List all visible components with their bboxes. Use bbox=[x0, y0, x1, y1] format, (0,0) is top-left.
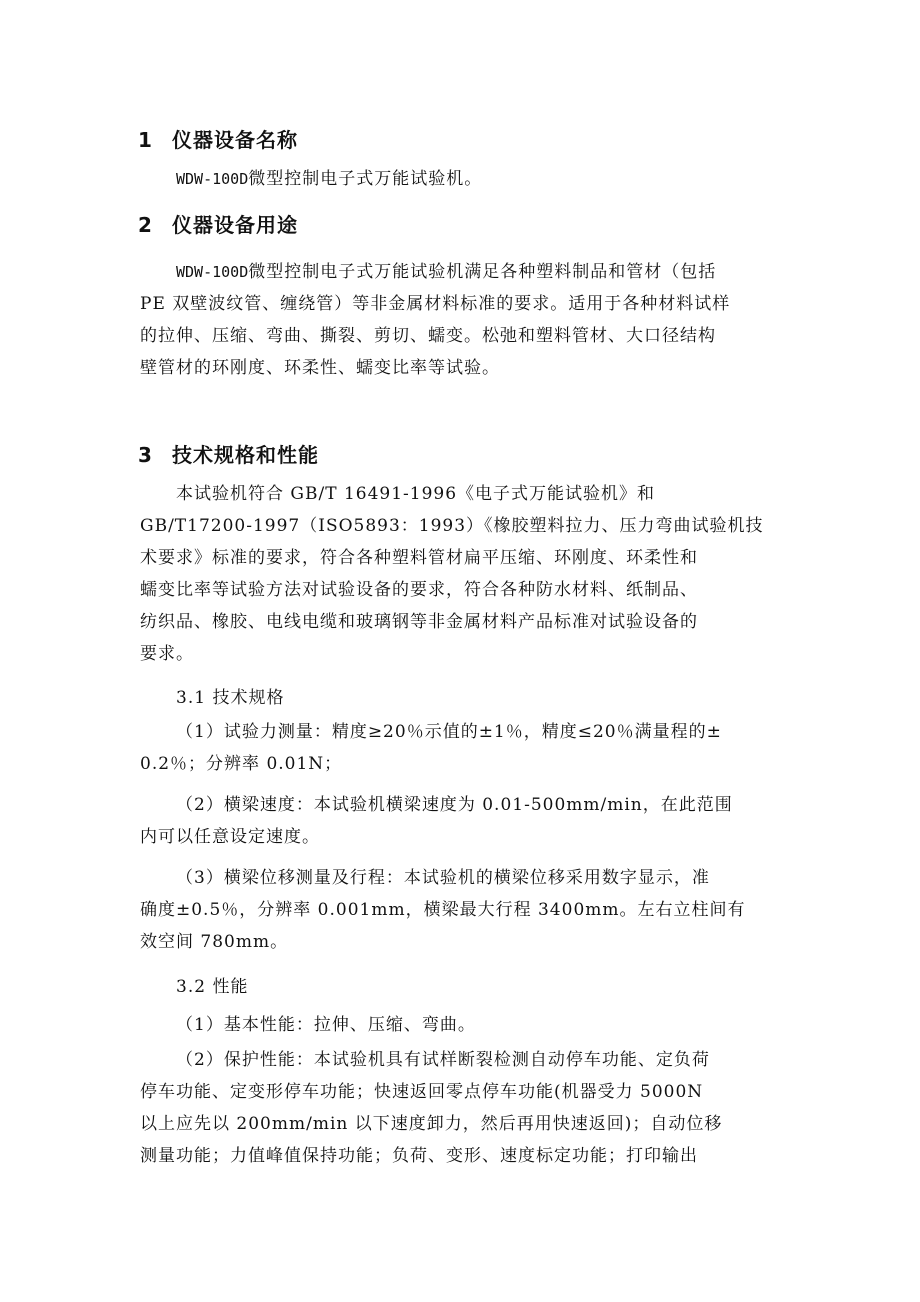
section-2-heading: 2 仪器设备用途 bbox=[138, 213, 298, 237]
perf-item-1: （1）基本性能：拉伸、压缩、弯曲。 bbox=[176, 1015, 476, 1035]
section-3-heading: 3 技术规格和性能 bbox=[138, 443, 319, 467]
paragraph-line: GB/T17200-1997（ISO5893：1993）《橡胶塑料拉力、压力弯曲试验机技 bbox=[140, 516, 764, 536]
paragraph-line: PE 双壁波纹管、缠绕管）等非金属材料标准的要求。适用于各种材料试样 bbox=[140, 294, 731, 314]
section-3-paragraph bbox=[140, 478, 780, 670]
spec-item-2: （2）横梁速度：本试验机横梁速度为 0.01-500mm/min，在此范围 内可以任意设定速度。 bbox=[140, 795, 733, 847]
subsection-3-2-heading: 3.2 性能 bbox=[176, 977, 249, 997]
section-2-paragraph: WDW-100D微型控制电子式万能试验机满足各种塑料制品和管材（包括 PE 双壁波纹管、缠绕管）等非金属材料标准的要求。适用于各种材料试样 的拉伸、压缩、弯曲、撕裂、剪切、蠕变。松弛和塑料管材、大口径结构 壁管材的环刚度、环柔性、蠕变比率等试验。 bbox=[140, 256, 780, 384]
section-1-text: WDW-100D微型控制电子式万能试验机。 bbox=[176, 169, 483, 189]
paragraph-line: 要求。 bbox=[140, 644, 194, 664]
paragraph-line: 术要求》标准的要求，符合各种塑料管材扁平压缩、环刚度、环柔性和 bbox=[140, 548, 698, 568]
spec-item-3: （3）横梁位移测量及行程：本试验机的横梁位移采用数字显示，准 确度±0.5％，分辨率 0.001mm，横梁最大行程 3400mm。左右立柱间有 效空间 780mm。 bbox=[140, 868, 746, 952]
perf-item-2: （2）保护性能：本试验机具有试样断裂检测自动停车功能、定负荷 停车功能、定变形停车功能；快速返回零点停车功能(机器受力 5000N 以上应先以 200mm/min 以下速度卸力，然后再用快速返回)；自动位移 测量功能；力值峰值保持功能；负荷、变形、速度标定功能；打印输出 bbox=[140, 1050, 723, 1166]
paragraph-line: 纺织品、橡胶、电线电缆和玻璃钢等非金属材料产品标准对试验设备的 bbox=[140, 612, 698, 632]
paragraph-line: 的拉伸、压缩、弯曲、撕裂、剪切、蠕变。松弛和塑料管材、大口径结构 bbox=[140, 326, 716, 346]
subsection-3-1-heading: 3.1 技术规格 bbox=[176, 688, 285, 708]
paragraph-line: 壁管材的环刚度、环柔性、蠕变比率等试验。 bbox=[140, 358, 500, 378]
section-1-heading: 1 仪器设备名称 bbox=[138, 128, 298, 152]
paragraph-line: 蠕变比率等试验方法对试验设备的要求，符合各种防水材料、纸制品、 bbox=[140, 580, 698, 600]
paragraph-line: 本试验机符合 GB/T 16491-1996《电子式万能试验机》和 bbox=[176, 484, 656, 504]
spec-item-1: （1）试验力测量：精度≥20％示值的±1％，精度≤20％满量程的± 0.2％；分辨率 0.01N； bbox=[140, 722, 722, 774]
